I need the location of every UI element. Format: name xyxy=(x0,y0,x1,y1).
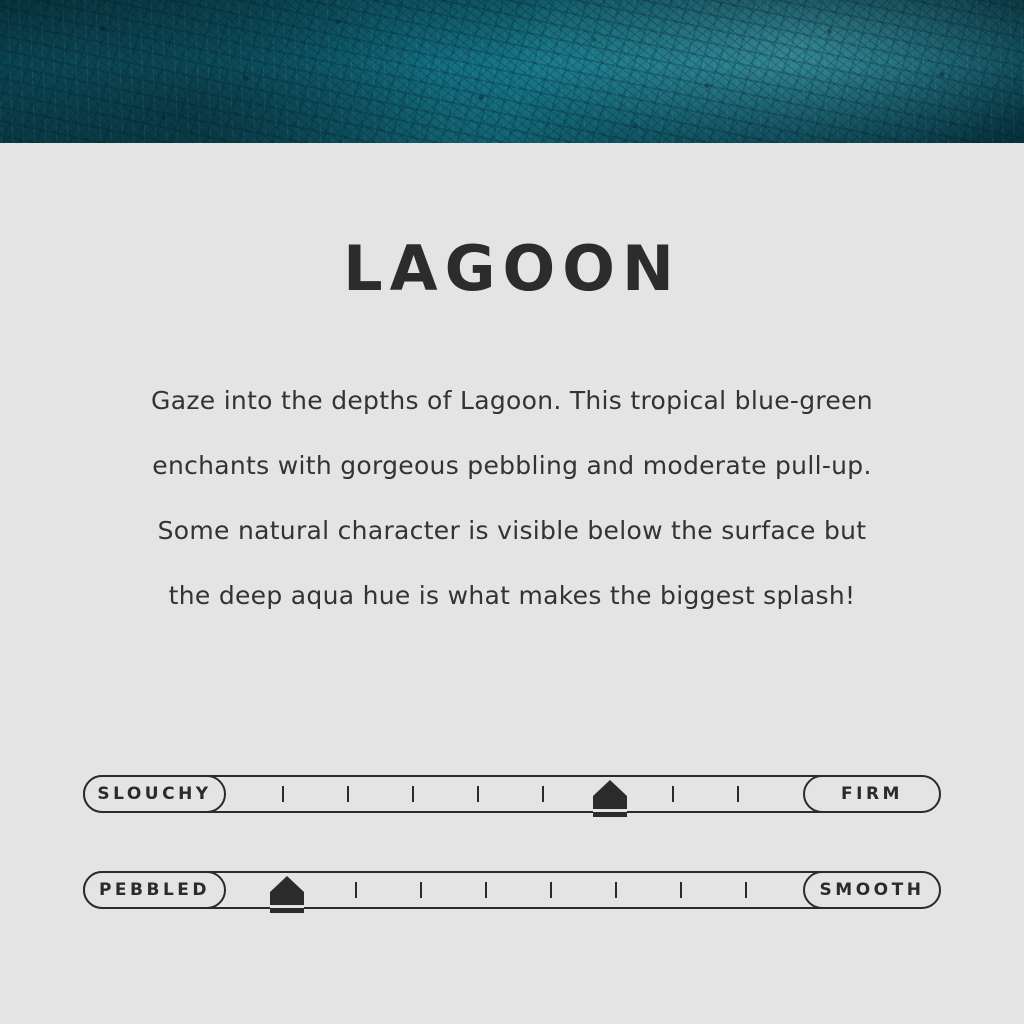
scale-tick xyxy=(672,786,674,802)
scale-tick xyxy=(485,882,487,898)
marker-body xyxy=(593,796,627,817)
description-line: the deep aqua hue is what makes the biggest splash! xyxy=(168,581,856,610)
scale-tick xyxy=(680,882,682,898)
scale-tick xyxy=(745,882,747,898)
temper-scale-ticks xyxy=(226,775,801,813)
temper-scale xyxy=(83,775,941,815)
temper-scale-right-label: FIRM xyxy=(803,775,941,813)
scale-tick xyxy=(420,882,422,898)
temper-scale-left-label: SLOUCHY xyxy=(83,775,226,813)
scale-tick xyxy=(550,882,552,898)
marker-notch xyxy=(270,905,304,908)
texture-scale-left-label: PEBBLED xyxy=(83,871,226,909)
scale-tick xyxy=(615,882,617,898)
marker-pointer-icon xyxy=(270,876,304,892)
temper-marker[interactable] xyxy=(593,780,627,817)
texture-scale-right-label: SMOOTH xyxy=(803,871,941,909)
scale-tick xyxy=(282,786,284,802)
description-line: enchants with gorgeous pebbling and moderate pull-up. xyxy=(152,451,872,480)
leather-shading-layer xyxy=(0,0,1024,143)
page-title: LAGOON xyxy=(343,232,681,305)
description-line: Some natural character is visible below the surface but xyxy=(157,516,867,545)
scale-tick xyxy=(542,786,544,802)
scale-tick xyxy=(477,786,479,802)
scale-tick xyxy=(347,786,349,802)
scale-tick xyxy=(355,882,357,898)
scale-tick xyxy=(737,786,739,802)
scale-tick xyxy=(412,786,414,802)
marker-pointer-icon xyxy=(593,780,627,796)
marker-body xyxy=(270,892,304,913)
description-text xyxy=(112,368,912,628)
texture-scale-ticks xyxy=(226,871,801,909)
scales-group xyxy=(83,775,941,967)
leather-swatch-photo xyxy=(0,0,1024,143)
texture-scale xyxy=(83,871,941,911)
description-line: Gaze into the depths of Lagoon. This tropical blue-green xyxy=(151,386,873,415)
marker-notch xyxy=(593,809,627,812)
texture-marker[interactable] xyxy=(270,876,304,913)
